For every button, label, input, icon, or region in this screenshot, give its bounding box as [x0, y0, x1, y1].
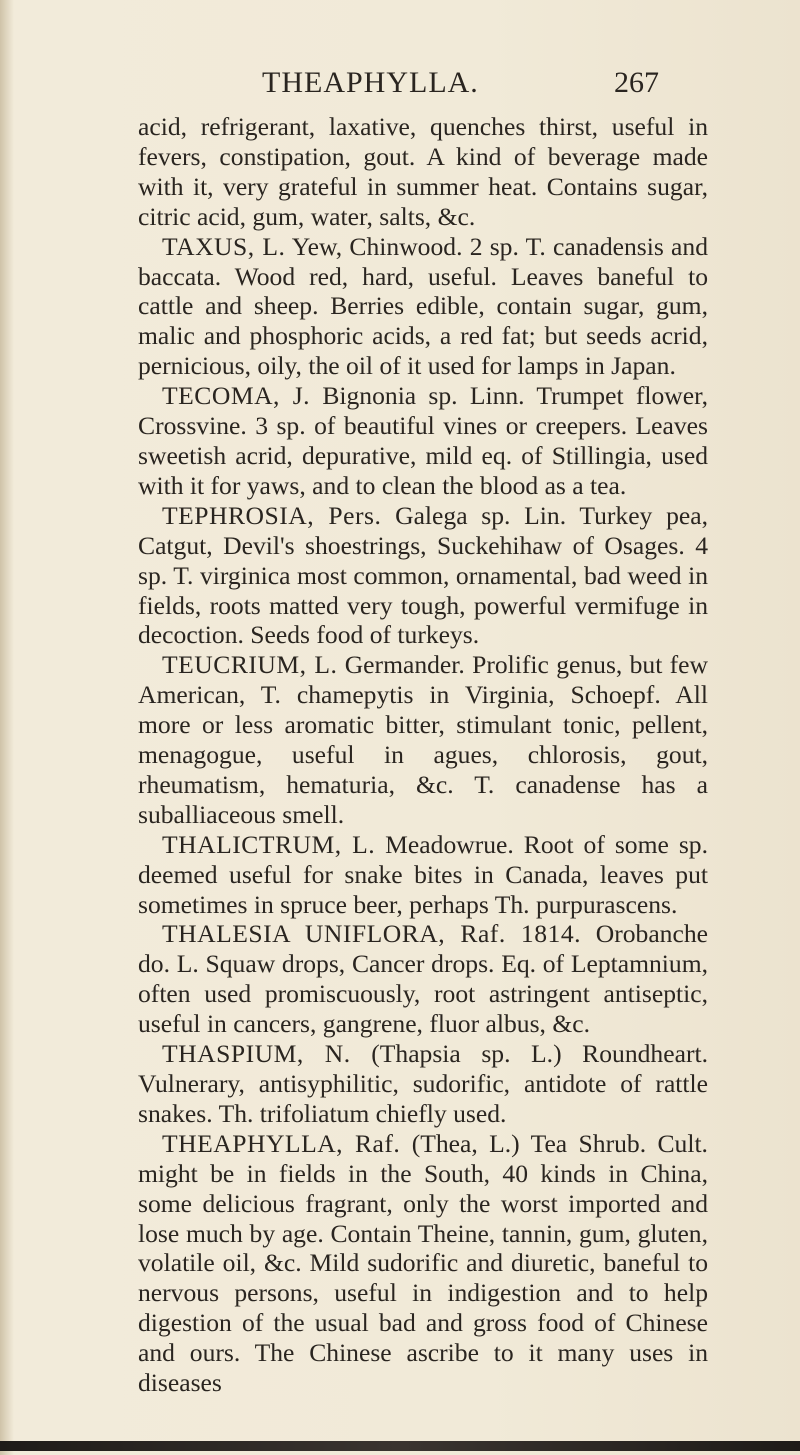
entry-head: THALICTRUM, L.: [162, 829, 376, 859]
entry-head: THASPIUM, N.: [162, 1039, 351, 1069]
entry-common-names: (Thea, L.) Tea Shrub.: [411, 1128, 647, 1158]
entry-taxus: [138, 232, 708, 382]
entry-head: TEUCRIUM, L.: [162, 650, 338, 680]
entry-common-names: Yew, Chinwood.: [291, 231, 463, 261]
entry-tephrosia: [138, 501, 708, 651]
entry-text: Root of some sp. deemed useful for snake bites in Canada, leaves put sometimes in spruce beer, perhaps Th. purpurascens.: [138, 829, 708, 919]
page-number: 267: [614, 66, 659, 99]
entry-head: TAXUS, L.: [162, 231, 286, 261]
entry-theaphylla: [138, 1129, 708, 1398]
entry-common-names: Meadowrue.: [385, 829, 514, 859]
entry-text: Eq. of Leptamnium, often used promiscuously, root astringent antiseptic, useful in cancers, gangrene, fluor albus, &c.: [138, 949, 709, 1039]
page-edge-shadow: [0, 0, 14, 1455]
entry-thalesia: [138, 919, 708, 1039]
entry-head: TEPHROSIA, Pers.: [162, 500, 382, 530]
entry-head: THEAPHYLLA, Raf.: [162, 1128, 401, 1158]
page-bottom-edge: [0, 1441, 800, 1451]
entry-text: Prolific genus, but few American, T. chamepytis in Virginia, Schoepf. All more or less aromatic bitter, stimulant tonic, pellent, menagogue, useful in agues, chlorosis, gout, rheumatism, hematuria, &c. T. canadense has a suballiaceous smell.: [138, 650, 708, 829]
entry-common-names: Bignonia sp. Linn. Trumpet flower, Crossvine.: [138, 381, 708, 441]
entry-continuation: [138, 112, 708, 232]
entry-thalictrum: [138, 830, 708, 920]
entry-text: acid, refrigerant, laxative, quenches thirst, useful in fevers, constipation, gout. A kind of beverage made with it, very grateful in summer heat. Contains sugar, citric acid, gum, water, salts, &c.: [138, 112, 708, 231]
entry-common-names: Germander.: [344, 650, 465, 680]
entry-common-names: Galega sp. Lin. Turkey pea, Catgut, Devil's shoestrings, Suckehihaw of Osages.: [138, 500, 708, 560]
body-text: [138, 112, 708, 1398]
entry-thaspium: [138, 1039, 708, 1129]
entry-common-names: Orobanche do. L. Squaw drops, Cancer drops.: [138, 919, 708, 979]
entry-text: 3 sp. of beautiful vines or creepers. Leaves sweetish acrid, depurative, mild eq. of Stillingia, used with it for yaws, and to clean the blood as a tea.: [138, 411, 709, 500]
entry-common-names: (Thapsia sp. L.) Roundheart.: [371, 1039, 708, 1069]
entry-tecoma: [138, 381, 708, 501]
page-header: [0, 66, 800, 100]
entry-head: THALESIA UNIFLORA, Raf. 1814.: [162, 919, 582, 949]
entry-text: 4 sp. T. virginica most common, ornamental, bad weed in fields, roots matted very tough, powerful vermifuge in decoction. Seeds food of turkeys.: [138, 530, 708, 650]
entry-text: 2 sp. T. canadensis and baccata. Wood red, hard, useful. Leaves baneful to cattle and sheep. Berries edible, contain sugar, gum, malic and phosphoric acids, a red fat; but seeds acrid, pernicious, oily, the oil of it used for lamps in Japan.: [138, 231, 708, 381]
running-title: THEAPHYLLA.: [262, 66, 479, 99]
entry-head: TECOMA, J.: [162, 381, 311, 411]
entry-text: Cult. might be in fields in the South, 40 kinds in China, some delicious fragrant, only the worst imported and lose much by age. Contain Theine, tannin, gum, gluten, volatile oil, &c. Mild sudorific and diuretic, baneful to nervous persons, useful in indigestion and to help digestion of the usual bad and gross food of Chinese and ours. The Chinese ascribe to it many uses in diseases: [138, 1128, 708, 1398]
entry-text: Vulnerary, antisyphilitic, sudorific, antidote of rattle snakes. Th. trifoliatum chiefly used.: [138, 1069, 708, 1128]
entry-teucrium: [138, 650, 708, 829]
